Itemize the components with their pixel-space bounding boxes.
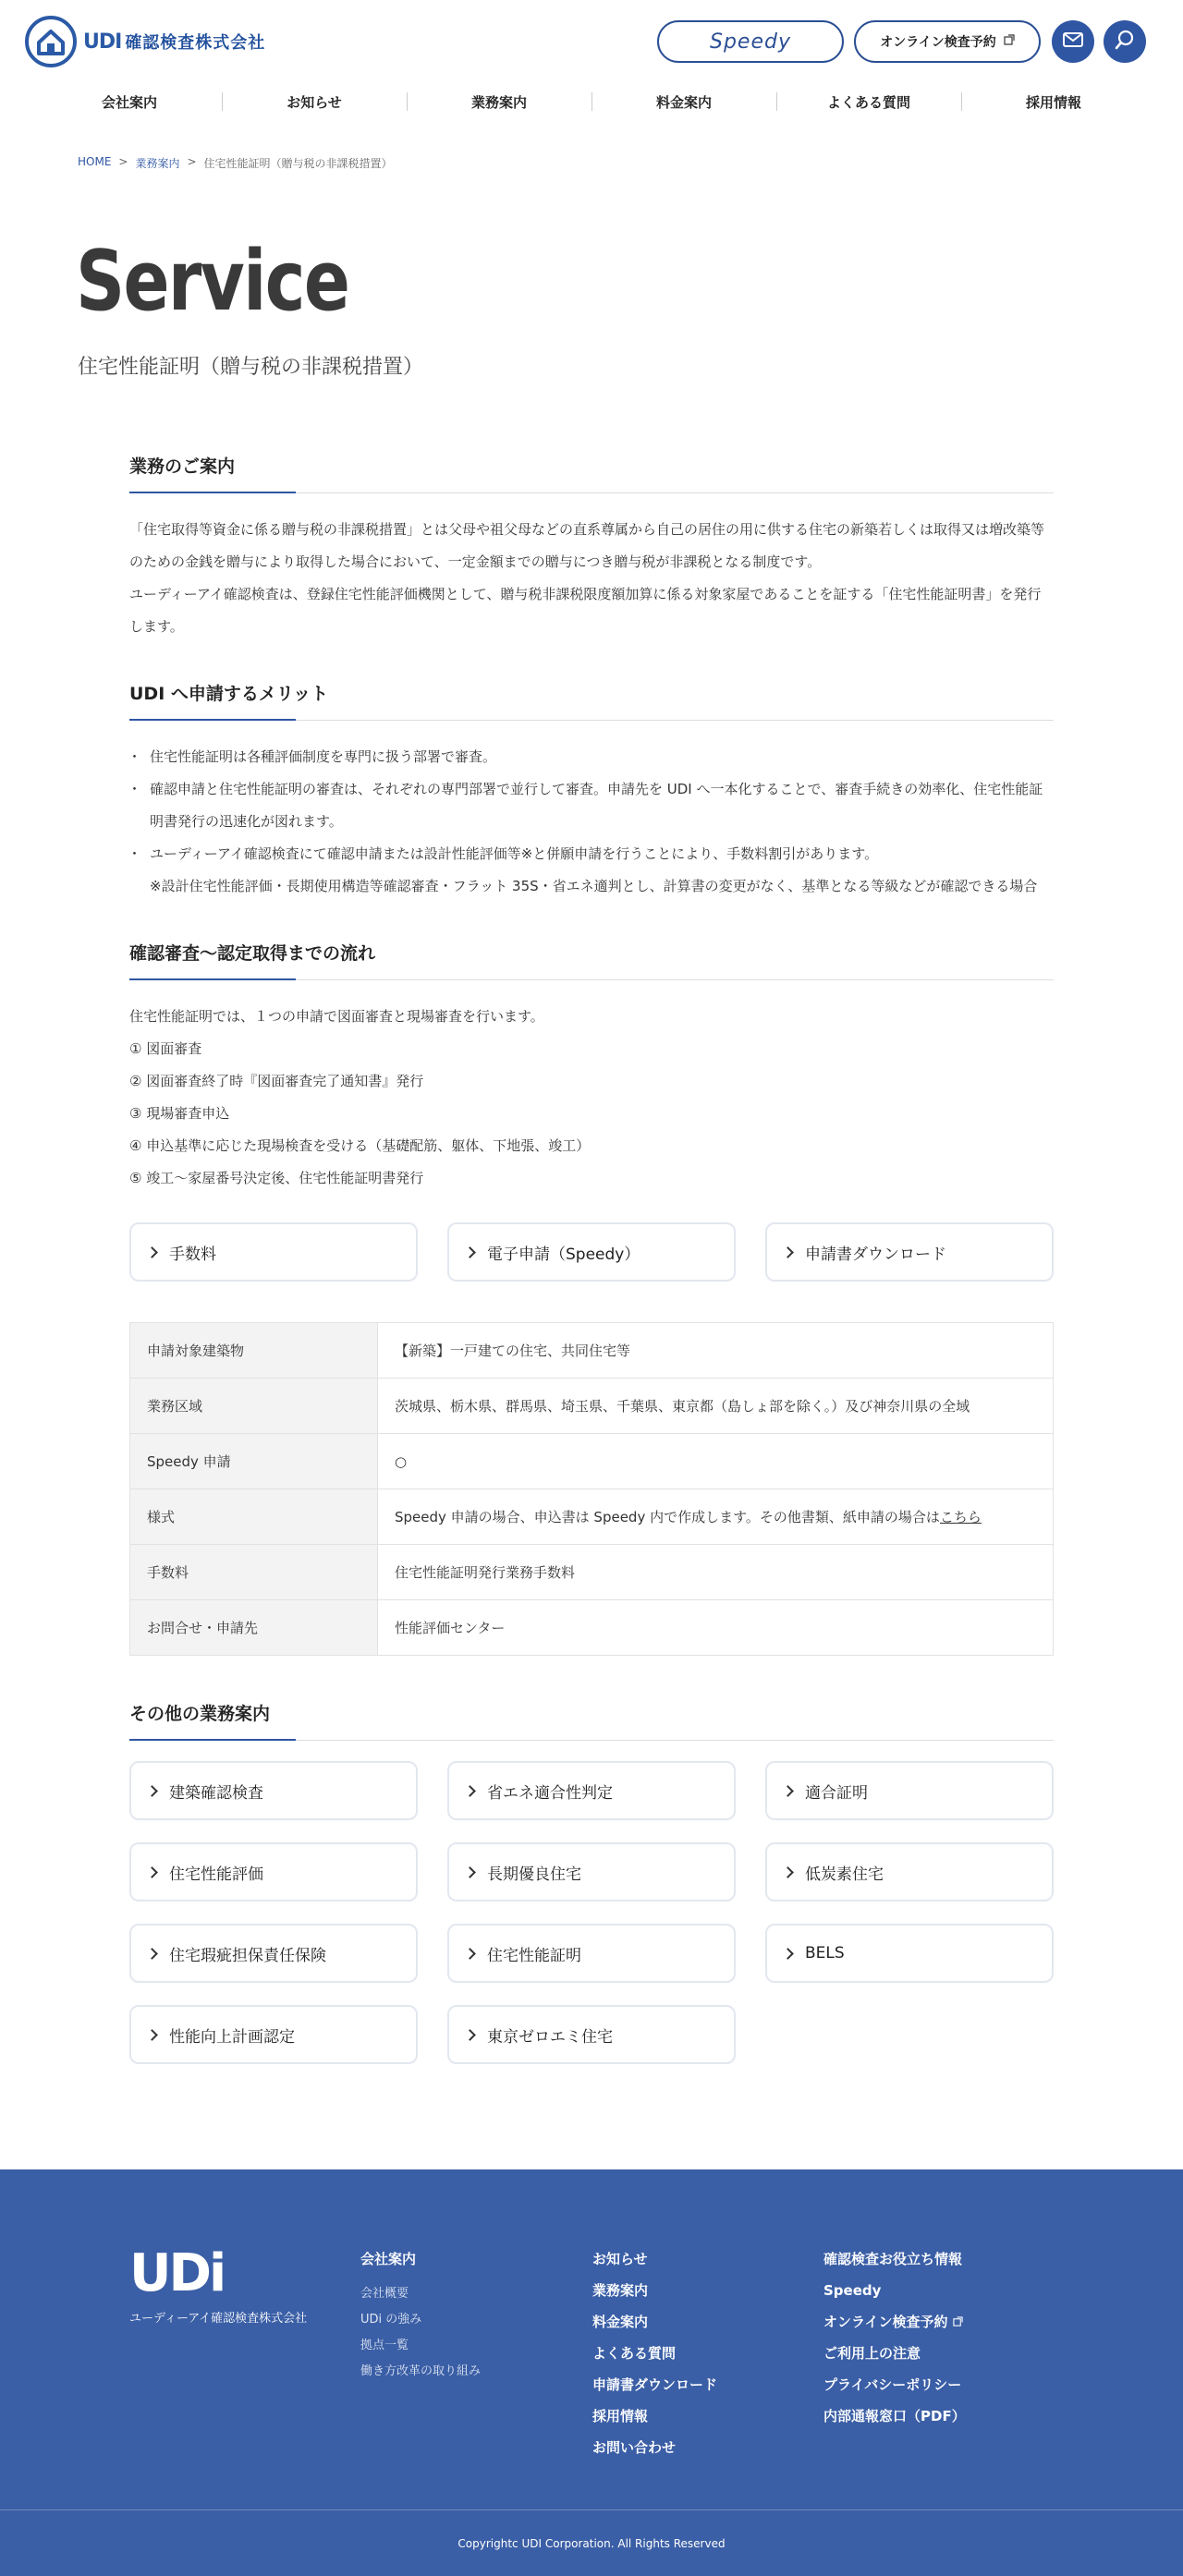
guide-paragraph: 「住宅取得等資金に係る贈与税の非課税措置」とは父母や祖父母などの直系尊属から自己の居住の用に供する住宅の新築若しくは取得又は増改築等のための金銭を贈与により取得した場合において、一定金額までの贈与につき贈与税が非課税となる制度です。 (129, 521, 1045, 570)
table-cell: 【新築】一戸建ての住宅、共同住宅等 (378, 1323, 1054, 1379)
page-subtitle: 住宅性能証明（贈与税の非課税措置） (78, 356, 424, 379)
table-header-cell: 様式 (130, 1489, 378, 1545)
merit-item: ・ 住宅性能証明は各種評価制度を専門に扱う部署で審査。 (129, 741, 1054, 773)
other-service-item[interactable] (129, 2005, 418, 2064)
table-cell: 茨城県、栃木県、群馬県、埼玉県、千葉県、東京都（島しょ部を除く。）及び神奈川県の全域 (378, 1379, 1054, 1434)
chevron-right-icon (782, 1866, 794, 1878)
nav-service[interactable]: 業務案内 (407, 83, 592, 120)
flow-step: ① 図面審査 (129, 1040, 202, 1057)
table-header-cell: 手数料 (130, 1545, 378, 1600)
footer-link[interactable]: ご利用上の注意 (823, 2345, 921, 2362)
other-service-item[interactable] (129, 1842, 418, 1902)
other-service-item[interactable] (129, 1761, 418, 1820)
section-title-flow: 確認審査～認定取得までの流れ (129, 940, 1054, 980)
chevron-right-icon (146, 2029, 158, 2041)
chevron-right-icon (464, 2029, 476, 2041)
search-button[interactable] (1104, 20, 1146, 63)
site-logo[interactable] (24, 15, 265, 68)
footer-link[interactable]: 採用情報 (592, 2408, 649, 2424)
chevron-right-icon (464, 1246, 476, 1258)
table-cell: 住宅性能証明発行業務手数料 (378, 1545, 1054, 1600)
table-row (130, 1434, 1054, 1489)
breadcrumb-home[interactable]: HOME (78, 155, 112, 168)
table-row (130, 1600, 1054, 1656)
quick-buttons (129, 1222, 1054, 1282)
merit-item: ・ ユーディーアイ確認検査にて確認申請または設計性能評価等※と併願申請を行うことにより、手数料割引があります。 (129, 838, 1054, 870)
e-application-button[interactable] (447, 1222, 736, 1282)
footer-col-info (823, 2243, 966, 2432)
e-application-button-label: 電子申請（Speedy） (487, 1245, 640, 1264)
footer-divider (0, 2509, 1183, 2510)
other-service-label: 省エネ適合性判定 (487, 1783, 613, 1803)
chevron-right-icon (146, 1948, 158, 1960)
search-icon (1115, 30, 1135, 54)
footer-link[interactable]: 内部通報窓口（PDF） (823, 2408, 966, 2424)
footer-link[interactable]: 働き方改革の取り組み (360, 2364, 482, 2378)
other-service-label: 住宅性能評価 (169, 1865, 263, 1884)
form-text: Speedy 申請の場合、申込書は Speedy 内で作成します。その他書類、紙申請の場合は (395, 1509, 940, 1525)
other-service-item[interactable] (447, 1842, 736, 1902)
chevron-right-icon (146, 1866, 158, 1878)
other-service-label: 性能向上計画認定 (169, 2027, 295, 2047)
footer-link[interactable]: UDi の強み (360, 2313, 422, 2327)
other-service-item[interactable] (447, 1924, 736, 1983)
chevron-right-icon (464, 1948, 476, 1960)
nav-faq[interactable]: よくある質問 (776, 83, 961, 120)
footer-link[interactable]: 確認検査お役立ち情報 (823, 2251, 963, 2267)
breadcrumb (78, 155, 393, 171)
table-row (130, 1323, 1054, 1379)
site-header (0, 0, 1183, 83)
flow-step: ② 図面審査終了時『図面審査完了通知書』発行 (129, 1073, 424, 1089)
info-table (129, 1322, 1054, 1656)
footer-link[interactable]: お知らせ (592, 2251, 648, 2267)
footer-link[interactable]: 業務案内 (592, 2282, 649, 2299)
speedy-button[interactable]: Speedy (657, 20, 844, 63)
copyright: Copyrightc UDI Corporation. All Rights Reserved (457, 2537, 726, 2550)
global-nav (37, 83, 1146, 120)
form-link[interactable]: こちら (939, 1509, 982, 1525)
chevron-right-icon (464, 1866, 476, 1878)
chevron-right-icon (146, 1785, 158, 1797)
footer-link[interactable]: 料金案内 (592, 2314, 649, 2330)
footer-col-company (360, 2249, 481, 2385)
other-service-label: 適合証明 (805, 1783, 868, 1803)
footer-col-heading[interactable]: 会社案内 (360, 2251, 417, 2267)
online-reservation-button[interactable] (854, 20, 1041, 63)
other-service-item[interactable] (129, 1924, 418, 1983)
flow-step: ③ 現場審査申込 (129, 1105, 230, 1122)
merit-item: ・ 確認申請と住宅性能証明の審査は、それぞれの専門部署で並行して審査。申請先を UDI へ一本化することで、審査手続きの効率化、住宅性能証明書発行の迅速化が図れます。 (129, 773, 1054, 838)
table-row (130, 1489, 1054, 1545)
merit-note: ※設計住宅性能評価・長期使用構造等確認審査・フラット 35S・省エネ適判とし、計算書の変更がなく、基準となる等級などが確認できる場合 (150, 878, 1038, 894)
logo-text: 確認検査株式会社 (125, 33, 266, 53)
breadcrumb-current: 住宅性能証明（贈与税の非課税措置） (203, 157, 393, 170)
other-service-label: 長期優良住宅 (487, 1865, 581, 1884)
other-service-item[interactable] (447, 1761, 736, 1820)
footer-company-name: ユーディーアイ確認検査株式会社 (129, 2312, 308, 2326)
main-content (129, 453, 1054, 2064)
breadcrumb-separator: > (187, 155, 197, 168)
footer-link-online-reservation[interactable] (823, 2306, 966, 2338)
nav-company[interactable]: 会社案内 (101, 93, 157, 111)
flow-step: ④ 申込基準に応じた現場検査を受ける（基礎配筋、躯体、下地張、竣工） (129, 1137, 591, 1154)
nav-recruit[interactable]: 採用情報 (961, 83, 1146, 120)
chevron-right-icon (782, 1785, 794, 1797)
flow-intro: 住宅性能証明では、１つの申請で図面審査と現場審査を行います。 (129, 1008, 544, 1025)
footer-link[interactable]: お問い合わせ (592, 2439, 677, 2456)
table-header-cell: 業務区域 (130, 1379, 378, 1434)
footer-link[interactable]: 申請書ダウンロード (592, 2376, 718, 2393)
chevron-right-icon (146, 1246, 158, 1258)
online-reservation-label: オンライン検査予約 (880, 35, 996, 50)
nav-price[interactable]: 料金案内 (592, 83, 776, 120)
other-service-item[interactable] (447, 2005, 736, 2064)
table-row (130, 1545, 1054, 1600)
table-header-cell: お問合せ・申請先 (130, 1600, 378, 1656)
other-service-label: 住宅性能証明 (487, 1946, 581, 1965)
chevron-right-icon (782, 1948, 794, 1960)
footer-link[interactable]: Speedy (823, 2282, 882, 2299)
footer-link[interactable]: よくある質問 (592, 2345, 677, 2362)
other-service-label: 東京ゼロエミ住宅 (487, 2027, 613, 2047)
breadcrumb-separator: > (118, 155, 128, 168)
table-header-cell: Speedy 申請 (130, 1434, 378, 1489)
other-services-grid (129, 1761, 1054, 2064)
footer-link[interactable]: 拠点一覧 (360, 2339, 409, 2352)
external-link-icon (1004, 34, 1015, 49)
nav-news[interactable]: お知らせ (222, 83, 407, 120)
mail-button[interactable] (1052, 20, 1094, 63)
section-title-other: その他の業務案内 (129, 1700, 1054, 1741)
fee-button[interactable] (129, 1222, 418, 1282)
other-service-label: BELS (805, 1944, 845, 1962)
other-service-label: 住宅瑕疵担保責任保険 (169, 1946, 326, 1965)
footer-logo[interactable] (129, 2243, 224, 2303)
form-download-button-label: 申請書ダウンロード (805, 1245, 946, 1264)
other-service-item[interactable] (765, 1842, 1054, 1902)
chevron-right-icon (464, 1785, 476, 1797)
table-cell (378, 1489, 1054, 1545)
footer-logo-text: UDi (129, 2243, 225, 2303)
chevron-right-icon (782, 1246, 794, 1258)
other-service-item[interactable] (765, 1761, 1054, 1820)
site-footer (0, 2169, 1183, 2576)
table-cell: ○ (378, 1434, 1054, 1489)
merit-list (129, 741, 1054, 870)
footer-link[interactable]: プライバシーポリシー (823, 2376, 962, 2393)
mail-icon (1063, 32, 1083, 51)
form-download-button[interactable] (765, 1222, 1054, 1282)
table-header-cell: 申請対象建築物 (130, 1323, 378, 1379)
flow-step: ⑤ 竣工～家屋番号決定後、住宅性能証明書発行 (129, 1170, 424, 1186)
logo-udi: UDI (83, 30, 122, 54)
fee-button-label: 手数料 (169, 1245, 216, 1264)
breadcrumb-service[interactable]: 業務案内 (135, 157, 180, 170)
guide-paragraph: ユーディーアイ確認検査は、登録住宅性能評価機関として、贈与税非課税限度額加算に係る対象家屋であることを証する「住宅性能証明書」を発行します。 (129, 586, 1042, 635)
footer-link[interactable]: 会社概要 (360, 2287, 409, 2301)
other-service-label: 建築確認検査 (169, 1783, 263, 1803)
logo-house-icon (24, 15, 78, 68)
footer-col-main (592, 2243, 717, 2463)
external-link-icon (953, 2314, 963, 2330)
other-service-item[interactable] (765, 1924, 1054, 1983)
table-cell: 性能評価センター (378, 1600, 1054, 1656)
other-service-label: 低炭素住宅 (805, 1865, 884, 1884)
table-row (130, 1379, 1054, 1434)
section-title-guide: 業務のご案内 (129, 453, 1054, 493)
section-title-merit: UDI へ申請するメリット (129, 680, 1054, 721)
footer-link-label: オンライン検査予約 (823, 2314, 948, 2330)
page-title: Service (76, 233, 349, 330)
